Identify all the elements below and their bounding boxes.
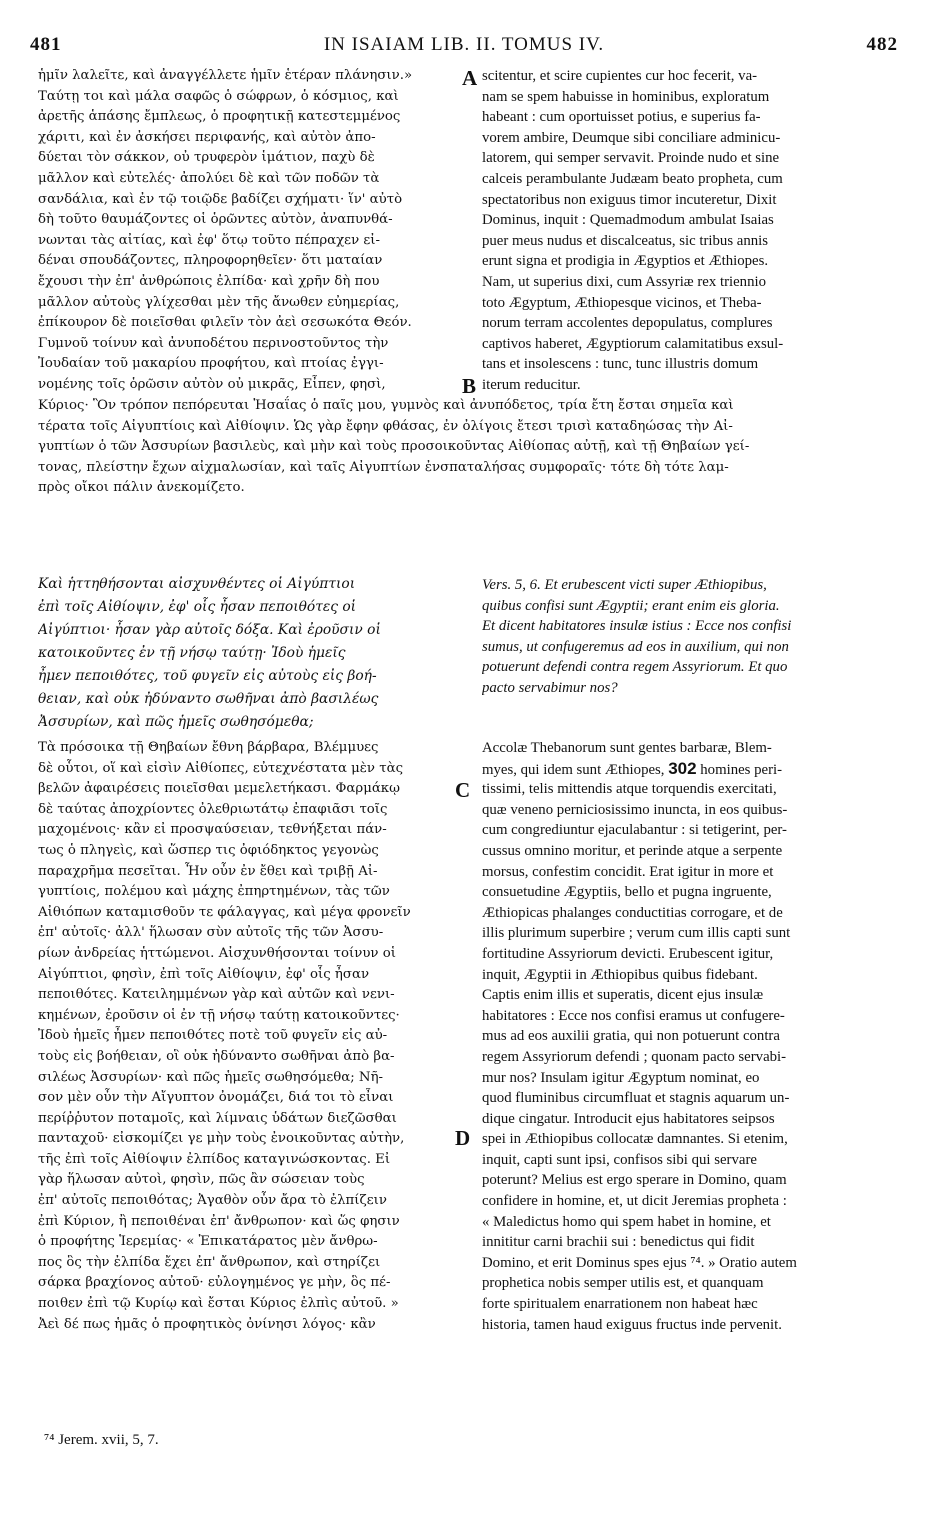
- latin-line: regem Assyriorum defendi ; quonam pacto servabi-: [482, 1048, 787, 1065]
- greek-line: ρίων ἀνδρείας ἡττώμενοι. Αἰσχυνθήσονται τοίνυν οἱ: [38, 945, 396, 961]
- greek-lemma-line: Αἰγύπτιοι· ἦσαν γὰρ αὐτοῖς δόξα. Καὶ ἐροῦσιν οἱ: [38, 622, 381, 638]
- greek-line: χάριτι, καὶ ἐν ἀσκήσει περιφανής, καὶ αὐτὸν ἀπο-: [38, 129, 376, 145]
- greek-line: τονας, πλείστην ἔχων αἰχμαλωσίαν, καὶ ταῖς Αἰγυπτίων ἐνσπαταλήσας συμφοραῖς· τότε δὴ τότε λαμ-: [38, 459, 729, 475]
- latin-line: consuetudine Ægyptiis, bello et pugna ingruente,: [482, 884, 772, 901]
- greek-line: δὲ οὗτοι, οἵ καὶ εἰσὶν Αἰθίοπες, εὐτεχνέστατα μὲν τὰς: [38, 760, 404, 776]
- latin-line: captivos haberet, Ægyptiorum calamitatibus exsul-: [482, 335, 784, 352]
- latin-line: calceis perambulante Judæam beato propheta, cum: [482, 170, 783, 187]
- latin-line-with-page-marker: [482, 759, 894, 780]
- latin-line: toto Ægyptum, Æthiopesque vicinos, et Theba-: [482, 294, 762, 311]
- latin-lemma: [482, 575, 894, 699]
- latin-lemma-line: quibus confisi sunt Ægyptii; erant enim eis gloria.: [482, 597, 780, 614]
- latin-line: iterum reducitur.: [482, 376, 581, 393]
- latin-line: poterunt? Melius est ergo sperare in Domino, quam: [482, 1172, 787, 1189]
- greek-line: δὴ τοῦτο θαυμάζοντες οἱ ὁρῶντες αὐτὸν, ἀναπυνθά-: [38, 212, 393, 228]
- latin-line: forte spiritualem enarrationem non habeat hæc: [482, 1296, 758, 1313]
- latin-line: spectatoribus non exiguus timor incuteretur, Dixit: [482, 191, 777, 208]
- greek-line: τως ὁ πληγεὶς, καὶ ὥσπερ τις ὀφιόδηκτος γεγονὼς: [38, 842, 379, 858]
- greek-full-width: [38, 396, 894, 499]
- latin-line: puer meus nudus et discalceatus, sic tribus annis: [482, 232, 769, 249]
- greek-line: δύεται τὸν σάκκον, οὐ τρυφερὸν ἱμάτιον, παχὺ δὲ: [38, 150, 375, 166]
- latin-line: Æthiopicas phalanges conductitias corrogare, et de: [482, 904, 783, 921]
- greek-line: γυπτίοις, πολέμου καὶ μάχης ἐπηρτημένων, τὰς τῶν: [38, 884, 390, 900]
- latin-lemma-line: potuerunt defendi contra regem Assyriorum. Et quo: [482, 659, 788, 676]
- edition-page-marker: 302: [668, 758, 697, 778]
- greek-line: ἐπὶ Κύριον, ἢ πεποιθέναι ἐπ' ἄνθρωπον· καὶ ὥς φησιν: [38, 1213, 400, 1229]
- latin-line: vorem ambire, Deumque sibi conciliare adminicu-: [482, 129, 781, 146]
- greek-line: Κύριος· Ὃν τρόπον πεπόρευται Ἠσαΐας ὁ παῖς μου, γυμνὸς καὶ ἀνυπόδετος, τρία ἔτη ἔσται σημεῖα καὶ: [38, 398, 734, 413]
- latin-line: prophetica nobis semper utilis est, et quanquam: [482, 1275, 764, 1292]
- latin-line: habeant : cum oportuisset potius, e superius fa-: [482, 109, 761, 126]
- latin-line: mus ad eos auxilii gratia, qui non potuerunt contra: [482, 1028, 780, 1045]
- greek-line: σον μὲν οὖν τὴν Αἴγυπτον ὀνομάζει, διά τοι τὸ εἶναι: [38, 1090, 394, 1106]
- latin-line: illis plurimum superbire ; verum cum illis capti sunt: [482, 925, 791, 942]
- footnote: ⁷⁴ Jerem. xvii, 5, 7.: [44, 1432, 159, 1448]
- latin-lemma-line: pacto servabimur nos?: [482, 679, 618, 696]
- greek-line: τῆς ἐπὶ τοῖς Αἰθίοψιν ἐλπίδος καταγινώσκοντας. Εἰ: [38, 1151, 391, 1167]
- latin-line: spei in Æthiopibus collocatæ damnantes. Si etenim,: [482, 1131, 788, 1148]
- greek-line: μᾶλλον καὶ εὐτελές· ἀπολύει δὲ καὶ τῶν ποδῶν τὰ: [38, 170, 380, 186]
- greek-line: ἐπ' αὐτοῖς· ἀλλ' ἥλωσαν σὺν αὐτοῖς τῆς τῶν Ἀσσυ-: [38, 925, 384, 941]
- greek-line: τοὺς εἰς βοήθειαν, οἳ οὐκ ἠδύναντο σωθῆναι ἀπὸ βα-: [38, 1048, 395, 1064]
- running-title: IN ISAIAM LIB. II. TOMUS IV.: [323, 34, 605, 55]
- latin-line: cussus omnino moritur, et perinde atque a serpente: [482, 842, 783, 859]
- greek-line: σανδάλια, καὶ ἐν τῷ τοιῷδε βαδίζει σχήματι· ἵν' αὐτὸ: [38, 191, 403, 207]
- greek-lemma-line: ἐπὶ τοῖς Αἰθίοψιν, ἐφ' οἷς ἦσαν πεποιθότες οἱ: [38, 599, 357, 615]
- latin-line: norum terram accolentes depopulatus, complures: [482, 315, 773, 332]
- latin-line: Captis enim illis et superatis, dicent ejus insulæ: [482, 987, 764, 1004]
- latin-line: cum congrediuntur ejaculabantur : si tetigerint, per-: [482, 822, 787, 839]
- latin-line: inquit, capti sunt ipsi, confisos sibi qui servare: [482, 1151, 757, 1168]
- greek-line: πρὸς οἴκοι πάλιν ἀνεκομίζετο.: [38, 480, 245, 496]
- greek-lemma-line: Καὶ ἡττηθήσονται αἰσχυνθέντες οἱ Αἰγύπτιοι: [38, 576, 356, 592]
- latin-line: dique cingatur. Introducit ejus habitatores seipsos: [482, 1110, 775, 1127]
- latin-line: Dominus, inquit : Quemadmodum ambulat Isaias: [482, 212, 774, 229]
- greek-line: δὲ ταύτας ἀποχρίοντες ὀλεθριωτάτῳ ἐπαφιᾶσι τοῖς: [38, 801, 388, 817]
- latin-line: inquit, Ægyptii in Æthiopibus quibus fidebant.: [482, 966, 758, 983]
- greek-line: δέναι σπουδάζοντες, πληροφορηθεῖεν· ὅτι ματαίαν: [38, 253, 383, 269]
- greek-line: μᾶλλον αὐτοὺς γλίχεσθαι μὲν τῆς ἄνωθεν εὐημερίας,: [38, 294, 400, 310]
- latin-line: innititur carni brachii sui : benedictus qui fidit: [482, 1234, 755, 1251]
- greek-line: τέρατα τοῖς Αἰγυπτίοις καὶ Αἰθίοψιν. Ὡς γὰρ ἔφην φθάσας, ἐν ὀλίγοις ἔτεσι τρισὶ καταδηώσας τὴν Αἰ-: [38, 418, 733, 434]
- latin-column-bottom: [482, 738, 894, 1335]
- latin-line: fortitudine Assyriorum devicti. Erubescent igitur,: [482, 945, 774, 962]
- greek-line: παραχρῆμα πεσεῖται. Ἦν οὖν ἐν ἔθει καὶ τριβῇ Αἰ-: [38, 863, 378, 879]
- greek-line: Αἰθιόπων καταμισθοῦν τε φάλαγγας, καὶ μέγα φρονεῖν: [38, 904, 411, 920]
- running-header: [30, 34, 898, 64]
- latin-line: Nam, ut superius dixi, cum Assyriæ rex triennio: [482, 273, 766, 290]
- greek-line: μαχομένοις· κἂν εἰ προσψαύσειαν, τεθνήξεται πάν-: [38, 822, 387, 838]
- latin-line: morsus, confestim concidit. Erat igitur in more et: [482, 863, 774, 880]
- latin-line: Accolæ Thebanorum sunt gentes barbaræ, Blem-: [482, 740, 772, 756]
- greek-line: κημένων, ἐροῦσιν οἱ ἐν τῇ νήσῳ ταύτῃ κατοικοῦντες·: [38, 1007, 400, 1023]
- latin-line: confidere in homine, et, ut dicit Jeremias propheta :: [482, 1193, 787, 1210]
- greek-line: βελῶν ἀφαιρέσεις ποιεῖσθαι μεμελετήκασι. Φαρμάκῳ: [38, 781, 400, 797]
- greek-line: γὰρ ἥλωσαν αὐτοὶ, φησὶν, πῶς ἂν σώσειαν τοὺς: [38, 1172, 365, 1188]
- latin-lemma-line: Vers. 5, 6. Et erubescent victi super Æthiopibus,: [482, 577, 767, 593]
- latin-lemma-line: sumus, ut confugeremus ad eos in auxilium, qui non: [482, 638, 789, 655]
- latin-line: tans et insolescens : tunc, tunc illustris domum: [482, 356, 759, 373]
- greek-line: ἔχουσι τὴν ἐπ' ἀνθρώποις ἐλπίδα· καὶ χρῆν δὴ που: [38, 273, 380, 289]
- margin-marker-c: C: [455, 778, 471, 802]
- latin-line: latorem, qui semper servavit. Proinde nudo et sine: [482, 150, 780, 167]
- greek-line: πανταχοῦ· εἰσκομίζει γε μὴν τοὺς ἐνοικοῦντας αὐτὴν,: [38, 1131, 405, 1147]
- greek-line: νομένης τοῖς ὁρῶσιν αὐτὸν οὐ μικρᾶς, Εἶπεν, φησὶ,: [38, 376, 386, 392]
- greek-lemma-line: ἦμεν πεποιθότες, τοῦ φυγεῖν εἰς αὐτοὺς εἰς βοή-: [38, 668, 377, 684]
- latin-line: historia, tamen haud exiguus fructus inde pervenit.: [482, 1316, 782, 1333]
- greek-line: Ἀεὶ δέ πως ἡμᾶς ὁ προφητικὸς ὀνίνησι λόγος· κἂν: [38, 1316, 376, 1332]
- latin-line: nam se spem habuisse in hominibus, exploratum: [482, 88, 770, 105]
- latin-line: quod fluminibus circumfluat et stagnis aquarum un-: [482, 1090, 790, 1107]
- greek-line: Ταύτῃ τοι καὶ μάλα σαφῶς ὁ σώφρων, ὁ κόσμιος, καὶ: [38, 88, 399, 104]
- greek-line: ἐπ' αὐτοῖς πεποιθότας; Ἀγαθὸν οὖν ἄρα τὸ ἐλπίζειν: [38, 1193, 387, 1209]
- greek-line: σιλέως Ἀσσυρίων· καὶ πῶς ἡμεῖς σωθησόμεθα; Νῆ-: [38, 1069, 384, 1085]
- greek-lemma-line: κατοικοῦντες ἐν τῇ νήσῳ ταύτῃ· Ἰδοὺ ἡμεῖς: [38, 645, 346, 661]
- margin-marker-a: A: [462, 66, 478, 90]
- greek-line: γυπτίων ὁ τῶν Ἀσσυρίων βασιλεὺς, καὶ μὴν καὶ τοὺς προσοικοῦντας Αἰθίοπας αὐτῇ, καὶ τῇ Θηβαίων γεί-: [38, 439, 750, 455]
- latin-line: scitentur, et scire cupientes cur hoc fecerit, va-: [482, 68, 758, 84]
- greek-line: ὁ προφήτης Ἱερεμίας· « Ἐπικατάρατος μὲν ἄνθρω-: [38, 1234, 378, 1250]
- page-number-left: 481: [30, 34, 62, 55]
- greek-line: Ἰουδαίαν τοῦ μακαρίου προφήτου, καὶ πτοίας ἐγγι-: [38, 356, 384, 372]
- margin-marker-b: B: [462, 374, 477, 398]
- latin-line: tissimi, telis mittendis atque torquendis exercitati,: [482, 781, 777, 798]
- page-number-right: 482: [866, 34, 898, 55]
- latin-column-top: [482, 66, 894, 396]
- greek-line: Γυμνοῦ τοίνυν καὶ ἀνυποδέτου περινοστοῦντος τὴν: [38, 335, 389, 351]
- margin-marker-d: D: [455, 1126, 471, 1150]
- greek-line: Ἰδοὺ ἡμεῖς ἦμεν πεποιθότες ποτὲ τοῦ φυγεῖν εἰς αὐ-: [38, 1028, 388, 1044]
- latin-line: quæ veneno perniciosissimo inuncta, in eos quibus-: [482, 801, 788, 818]
- greek-line: ἀρετῆς ἁπάσης ἔμπλεως, ὁ προφητικῇ κατεστεμμένος: [38, 109, 401, 125]
- latin-text: myes, qui idem sunt Æthiopes,: [482, 761, 669, 778]
- greek-line: πος ὃς τὴν ἐλπίδα ἔχει ἐπ' ἄνθρωπον, καὶ στηρίζει: [38, 1254, 381, 1270]
- greek-lemma-line: θειαν, καὶ οὐκ ἠδύναντο σωθῆναι ἀπὸ βασιλέως: [38, 691, 379, 707]
- greek-line: Αἰγύπτιοι, φησὶν, ἐπὶ τοῖς Αἰθίοψιν, ἐφ' οἷς ἦσαν: [38, 966, 370, 982]
- greek-line: ποιθεν ἐπὶ τῷ Κυρίῳ καὶ ἔσται Κύριος ἐλπὶς αὐτοῦ. »: [38, 1296, 399, 1312]
- latin-line: habitatores : Ecce nos confisi eramus ut confugere-: [482, 1007, 785, 1024]
- greek-column-top: [38, 66, 468, 396]
- greek-column-bottom: [38, 738, 471, 1335]
- latin-line: mur nos? Insulam igitur Ægyptum nominat, eo: [482, 1069, 760, 1086]
- latin-text: homines peri-: [696, 761, 783, 778]
- greek-line: ἡμῖν λαλεῖτε, καὶ ἀναγγέλλετε ἡμῖν ἑτέραν πλάνησιν.»: [38, 68, 413, 83]
- greek-line: πεποιθότες. Κατειλημμένων γὰρ καὶ αὐτῶν καὶ νενι-: [38, 987, 395, 1003]
- latin-lemma-line: Et dicent habitatores insulæ istius : Ecce nos confisi: [482, 618, 792, 635]
- greek-line: ἐπίκουρον δὲ ποιεῖσθαι φιλεῖν τὸν ἀεὶ σεσωκότα Θεόν.: [38, 315, 412, 331]
- greek-line: περίῤῥυτον ποταμοῖς, καὶ λίμναις ὑδάτων διεζῶσθαι: [38, 1110, 397, 1126]
- latin-line: erunt signa et prodigia in Ægyptios et Æthiopes.: [482, 253, 769, 270]
- greek-line: νωνται τὰς αἰτίας, καὶ ἐφ' ὅτῳ τοῦτο πέπραχεν εἰ-: [38, 232, 380, 248]
- greek-line: Τὰ πρόσοικα τῇ Θηβαίων ἔθνη βάρβαρα, Βλέμμυες: [38, 740, 379, 755]
- latin-line: Domino, et erit Dominus spes ejus ⁷⁴. » Oratio autem: [482, 1254, 797, 1271]
- greek-line: σάρκα βραχίονος αὐτοῦ· εὐλογημένος γε μὴν, ὃς πέ-: [38, 1275, 391, 1291]
- greek-lemma-line: Ἀσσυρίων, καὶ πῶς ἡμεῖς σωθησόμεθα;: [38, 714, 314, 730]
- latin-line: « Maledictus homo qui spem habet in homine, et: [482, 1213, 771, 1230]
- greek-lemma: [38, 573, 468, 734]
